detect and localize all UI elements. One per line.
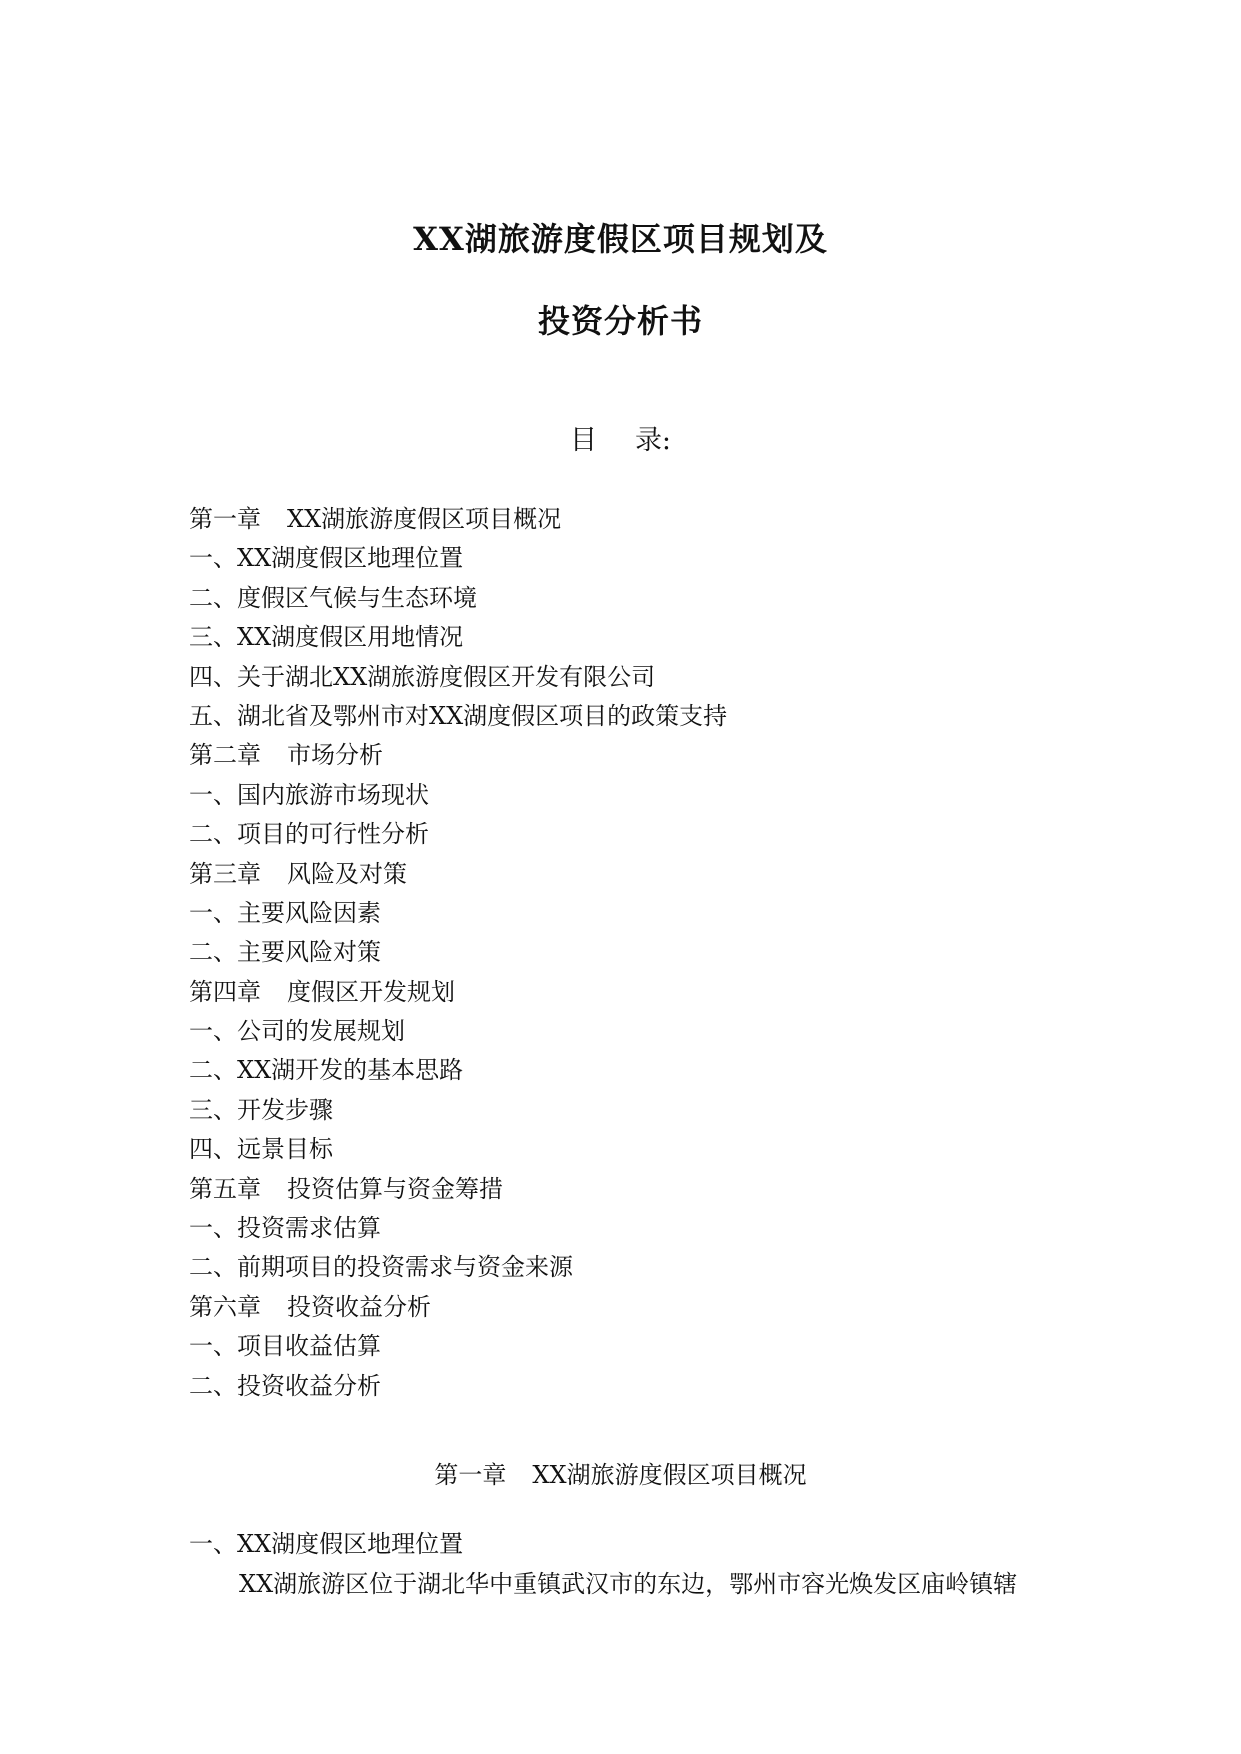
toc-item: 二、投资收益分析	[189, 1371, 381, 1400]
toc-item: 二、前期项目的投资需求与资金来源	[189, 1253, 573, 1282]
toc-item: 一、主要风险因素	[189, 898, 381, 927]
toc-chapter-title: 风险及对策	[287, 859, 407, 888]
chapter-heading-title: XX湖旅游度假区项目概况	[532, 1461, 807, 1489]
toc-item: 一、项目收益估算	[189, 1332, 381, 1361]
toc-chapter	[189, 1170, 727, 1209]
toc-item: 三、XX湖度假区用地情况	[189, 623, 464, 652]
toc-chapter-label: 第四章	[189, 977, 261, 1006]
toc-chapter	[189, 973, 727, 1012]
toc-item: 五、湖北省及鄂州市对XX湖度假区项目的政策支持	[189, 701, 728, 730]
toc-item: 一、投资需求估算	[189, 1214, 381, 1243]
toc-chapter-title: 市场分析	[287, 741, 383, 770]
toc-heading-left: 目	[569, 425, 597, 456]
body-paragraph: XX湖旅游区位于湖北华中重镇武汉市的东边，鄂州市容光焕发区庙岭镇辖	[239, 1570, 1018, 1598]
chapter-heading-label: 第一章	[434, 1461, 507, 1489]
toc-item: 三、开发步骤	[189, 1095, 333, 1124]
toc-chapter	[189, 855, 727, 894]
toc-chapter	[189, 736, 727, 775]
toc-chapter	[189, 500, 727, 539]
toc-chapter-title: XX湖旅游度假区项目概况	[287, 505, 562, 533]
toc-chapter-title: 投资估算与资金筹措	[287, 1174, 503, 1203]
toc-item: 二、XX湖开发的基本思路	[189, 1056, 464, 1085]
toc-chapter-label: 第一章	[189, 505, 261, 533]
toc-item: 一、国内旅游市场现状	[189, 780, 429, 809]
toc-item: 二、度假区气候与生态环境	[189, 583, 477, 612]
chapter-heading	[0, 1455, 1241, 1490]
toc-item: 二、主要风险对策	[189, 938, 381, 967]
toc-heading	[0, 418, 1241, 457]
section-heading: 一、XX湖度假区地理位置	[189, 1530, 464, 1558]
toc-item: 四、远景目标	[189, 1135, 333, 1164]
toc-chapter-label: 第六章	[189, 1292, 261, 1321]
toc-chapter-label: 第三章	[189, 859, 261, 888]
toc-chapter	[189, 1288, 727, 1327]
toc-item: 一、公司的发展规划	[189, 1017, 405, 1046]
toc-item: 二、项目的可行性分析	[189, 820, 429, 849]
table-of-contents	[189, 500, 727, 1406]
toc-chapter-label: 第五章	[189, 1174, 261, 1203]
toc-item: 一、XX湖度假区地理位置	[189, 544, 464, 573]
document-title-line-2: 投资分析书	[537, 302, 703, 340]
toc-heading-right: 录:	[634, 425, 672, 456]
toc-item: 四、关于湖北XX湖旅游度假区开发有限公司	[189, 662, 656, 691]
toc-chapter-label: 第二章	[189, 741, 261, 770]
toc-chapter-title: 度假区开发规划	[287, 977, 455, 1006]
toc-chapter-title: 投资收益分析	[287, 1292, 431, 1321]
document-title-line-1: XX湖旅游度假区项目规划及	[413, 220, 828, 258]
